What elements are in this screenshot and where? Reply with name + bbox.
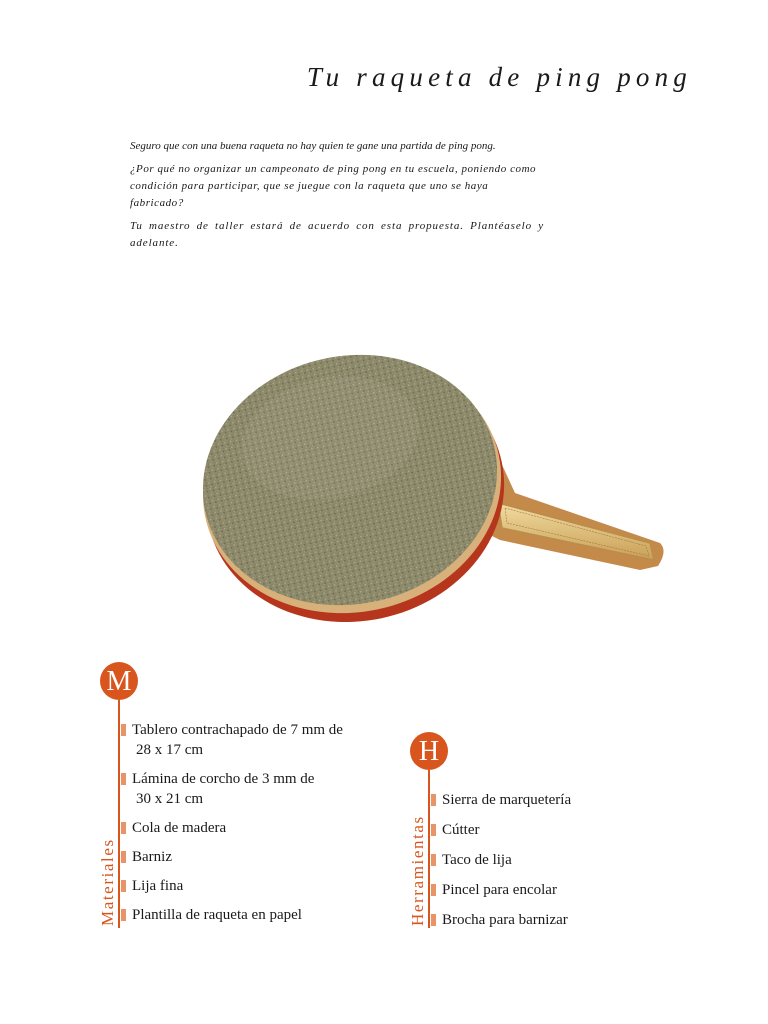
tools-divider [428,770,430,928]
item-text: Lija fina [132,878,184,894]
list-item [121,818,343,838]
tools-list [431,790,571,930]
list-item [431,850,571,870]
materials-label: Materiales [98,838,117,926]
item-text: Plantilla de raqueta en papel [132,907,302,923]
list-item [121,847,343,867]
page-title: Tu raqueta de ping pong [306,62,692,92]
tools-label: Herramientas [408,815,427,926]
item-text: Brocha para barnizar [442,912,568,928]
intro-text [130,138,544,258]
list-item [431,790,571,810]
item-text: Pincel para encolar [442,882,557,898]
materials-divider [118,700,120,928]
list-item [431,880,571,900]
list-item [121,720,343,760]
item-text: Tablero contrachapado de 7 mm de [132,722,343,738]
item-text-continued: 28 x 17 cm [136,742,204,758]
list-item [431,820,571,840]
intro-paragraph: Seguro que con una buena raqueta no hay quien te gane una partida de ping pong. [130,140,496,152]
intro-paragraph: Tu maestro de taller estará de acuerdo con esta propuesta. Plantéaselo y adelante. [130,220,544,249]
paddle-blade [180,328,528,648]
item-text: Sierra de marquetería [442,792,572,808]
materials-list [121,720,343,925]
item-text: Cola de madera [132,820,227,836]
item-text: Taco de lija [442,852,512,868]
item-text: Barniz [132,849,172,865]
list-item [121,769,343,809]
intro-paragraph: ¿Por qué no organizar un campeonato de ping pong en tu escuela, poniendo como condición para participar, que se juegue con la raqueta que uno se haya fabricado? [130,163,537,209]
item-text: Lámina de corcho de 3 mm de [132,771,315,787]
item-text: Cútter [442,822,480,838]
paddle-handle [480,456,664,570]
paddle-photo [180,308,692,648]
list-item [121,876,343,896]
tools-badge: H [410,732,448,770]
list-item [431,910,571,930]
list-item [121,905,343,925]
materials-badge: M [100,662,138,700]
item-text-continued: 30 x 21 cm [136,791,204,807]
